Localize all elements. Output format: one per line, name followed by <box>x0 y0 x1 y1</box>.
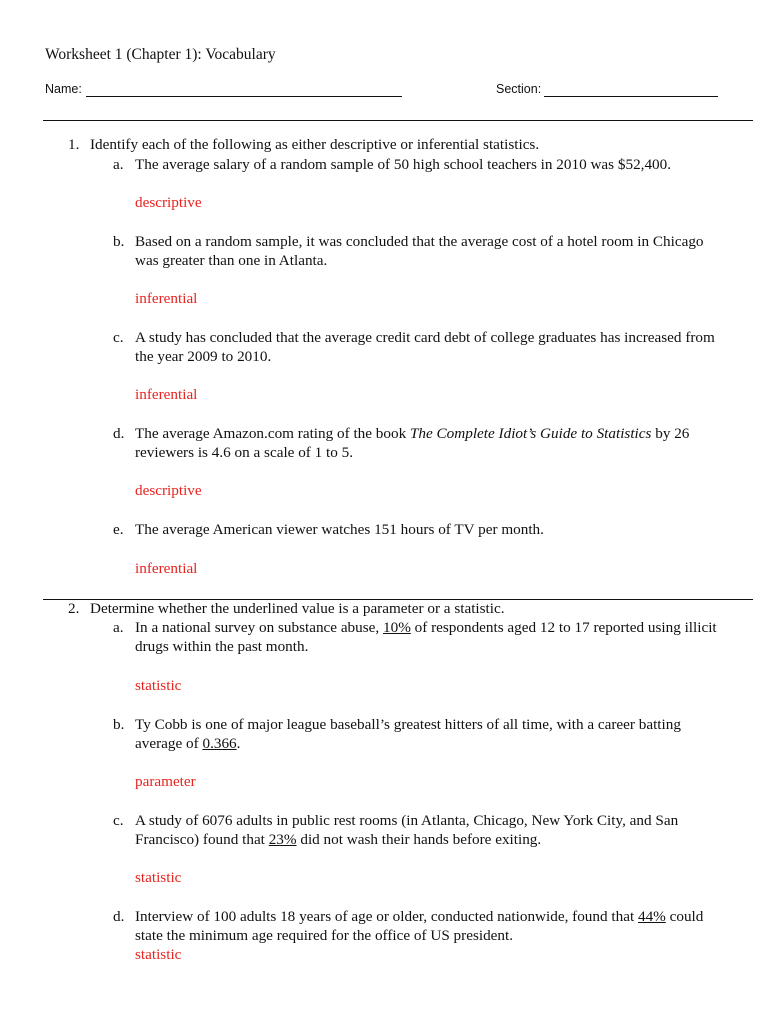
q1d-text-pre: The average Amazon.com rating of the book <box>135 425 410 442</box>
q2b-answer: parameter <box>135 773 196 790</box>
q2b-letter: b. <box>113 716 125 733</box>
q2b-text-pre: average of <box>135 735 203 752</box>
q2d-text-line1 <box>135 908 703 926</box>
q1e-text: The average American viewer watches 151 hours of TV per month. <box>135 521 544 538</box>
q1b-letter: b. <box>113 233 125 250</box>
q1d-answer: descriptive <box>135 482 202 499</box>
q2c-text-post: did not wash their hands before exiting. <box>296 831 542 848</box>
q2c-text-line2 <box>135 831 541 849</box>
q2d-text-pre: Interview of 100 adults 18 years of age or older, conducted nationwide, found that <box>135 908 638 925</box>
q2a-letter: a. <box>113 619 124 636</box>
q2c-text-line1: A study of 6076 adults in public rest rooms (in Atlanta, Chicago, New York City, and San <box>135 812 679 829</box>
q2a-text-pre: In a national survey on substance abuse, <box>135 619 383 636</box>
q1c-letter: c. <box>113 329 124 346</box>
q1c-text-line1: A study has concluded that the average credit card debt of college graduates has increased from <box>135 329 715 346</box>
q1-prompt: Identify each of the following as either descriptive or inferential statistics. <box>90 136 540 153</box>
q1a-text: The average salary of a random sample of 50 high school teachers in 2010 was $52,400. <box>135 156 672 173</box>
q2d-answer: statistic <box>135 946 182 963</box>
section-field-line[interactable] <box>544 96 718 97</box>
q1b-text-line1: Based on a random sample, it was concluded that the average cost of a hotel room in Chicago <box>135 233 704 250</box>
q1a-letter: a. <box>113 156 124 173</box>
underlined-value: 10% <box>383 619 411 636</box>
q2c-letter: c. <box>113 812 124 829</box>
q2d-text-post: could <box>665 908 704 925</box>
q2d-text-line2: state the minimum age required for the office of US president. <box>135 927 514 944</box>
q1e-letter: e. <box>113 521 124 538</box>
section-label: Section: <box>496 82 542 96</box>
q2a-text-line2: drugs within the past month. <box>135 638 309 655</box>
q1b-text-line2: was greater than one in Atlanta. <box>135 252 328 269</box>
underlined-value: 44% <box>637 908 666 925</box>
q2a-text-post: of respondents aged 12 to 17 reported using illicit <box>410 619 717 636</box>
name-label: Name: <box>45 82 82 96</box>
q1c-text-line2: the year 2009 to 2010. <box>135 348 272 365</box>
q1d-letter: d. <box>113 425 125 442</box>
q2-number: 2. <box>68 600 80 617</box>
underlined-value: 23% <box>268 831 297 848</box>
q2b-text-line2 <box>135 735 240 753</box>
q1d-text-line2: reviewers is 4.6 on a scale of 1 to 5. <box>135 444 354 461</box>
q2b-text-line1: Ty Cobb is one of major league baseball’s greatest hitters of all time, with a career batting <box>135 716 681 733</box>
book-title: The Complete Idiot’s Guide to Statistics <box>409 425 652 442</box>
q1b-answer: inferential <box>135 290 198 307</box>
q2d-letter: d. <box>113 908 125 925</box>
q1d-text-line1 <box>135 425 689 443</box>
q2a-answer: statistic <box>135 677 182 694</box>
q2c-text-pre: Francisco) found that <box>135 831 269 848</box>
q1-number: 1. <box>68 136 80 153</box>
q2b-text-post: . <box>236 735 241 752</box>
underlined-value: 0.366 <box>202 735 237 752</box>
header-divider <box>43 120 753 121</box>
q1a-answer: descriptive <box>135 194 202 211</box>
q2a-text-line1 <box>135 619 717 637</box>
q1c-answer: inferential <box>135 386 198 403</box>
q2c-answer: statistic <box>135 869 182 886</box>
name-field-line[interactable] <box>86 96 402 97</box>
q1e-answer: inferential <box>135 560 198 577</box>
q1d-text-post: by 26 <box>651 425 690 442</box>
q2-prompt: Determine whether the underlined value is a parameter or a statistic. <box>90 600 505 617</box>
worksheet-title: Worksheet 1 (Chapter 1): Vocabulary <box>45 46 276 63</box>
